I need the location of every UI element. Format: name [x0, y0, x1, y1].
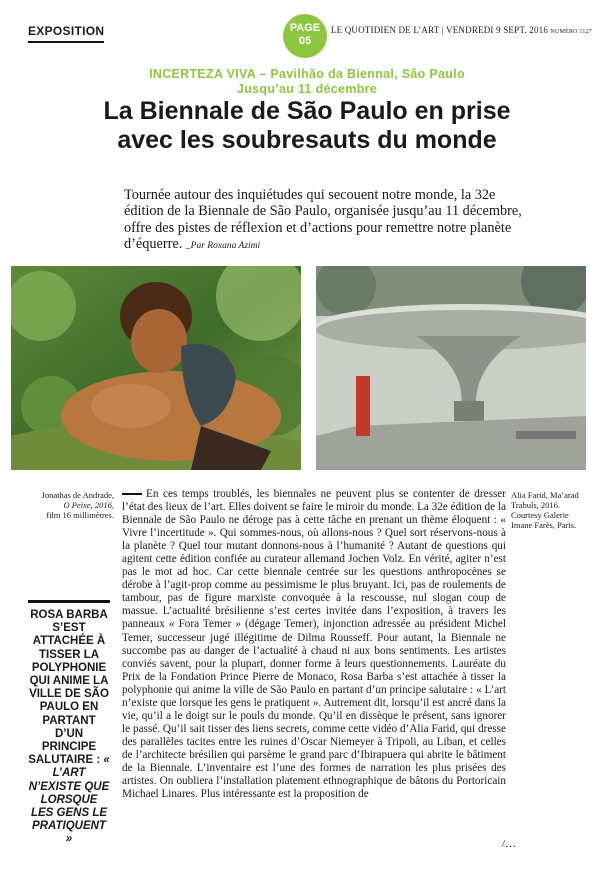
- page-word: PAGE: [289, 22, 321, 34]
- kicker-venue: INCERTEZA VIVA – Pavilhão da Biennal, São Paulo: [149, 67, 465, 81]
- kicker-dates: Jusqu’au 11 décembre: [236, 82, 378, 96]
- masthead-text: LE QUOTIDIEN DE L’ART | VENDREDI 9 SEPT. 2016: [330, 25, 549, 35]
- photo-fisherman: [11, 266, 301, 470]
- continued-marker: /…: [502, 838, 517, 850]
- caption-right-courtesy: Courtesy Galerie: [511, 510, 569, 520]
- page-number: 05: [298, 35, 312, 47]
- article-lead: [124, 187, 524, 254]
- caption-right-gallery: Imane Farès, Paris.: [511, 520, 577, 530]
- photo-fisherman-drawing: [11, 266, 301, 470]
- caption-right-work: Trabuls, 2016.: [511, 500, 561, 510]
- photo-niemeyer-ruin: [316, 266, 586, 470]
- caption-left-work: O Peixe, 2016,: [63, 500, 114, 510]
- issue-number: NUMÉRO 1127: [550, 29, 592, 35]
- article-body: [122, 488, 506, 801]
- body-text: En ces temps troublés, les biennales ne peuvent plus se contenter de dresser l’état des lieux de l’art. Elles doivent se faire le miroir du monde. La 32e édition de la Biennale de São Paulo ne déroge pas à cette tâche en prenant un thème éloquent : « Vivre l’incertitude ». Qui sommes-nous, où allons-nous ? Quel sort réservons-nous à la planète ? Quel tour mutant donnons-nous à l’humanité ? Autant de questions qui agitent cette édition confiée au curateur allemand Jochen Volz. En vérité, agiter n’est pas le mot ad hoc. Car cette biennale centrée sur les questions anthropocènes se dérobe à l’agit-prop comme au pessimisme le plus bruyant. Ici, pas de roulements de tambour, pas de figure marxiste convoquée à la rescousse, nul slogan coup de massue. L’actualité brésilienne s’est certes invitée dans l’exposition, à travers les panneaux « Fora Temer » (dégage Temer), injonction adressée au président Michel Temer, successeur jugé illégitime de Dilma Rousseff. Pour autant, la Biennale ne succombe pas au danger de l’actualité à chaud ni aux bons sentiments. Les artistes conviés savent, pour la plupart, donner forme à leurs questionnements. Lauréate du Prix de la Fondation Prince Pierre de Monaco, Rosa Barba s’est attachée à tisser la polyphonie qui anime la ville de São Paulo en partant d’un principe salutaire : « L’art n’existe que lorsque les gens le pratiquent ». Autrement dit, lorsqu’il est ancré dans la vie, qu’il a le doigt sur le pouls du monde. Qu’il en dissèque le présent, sans ignorer le passé. Qu’il sait tisser des liens secrets, comme cette vidéo d’Alia Farid, qui dresse des parallèles tacites entre les ruines d’Oscar Niemeyer à Tripoli, au Liban, et celles de l’architecte brésilien qui parsème le grand parc d’Ibirapuera qui abrite le bâtiment de la Biennale. L’inventaire est l’une des formes de narration les plus prisées des artistes. On oubliera l’installation platement ethnographique de bâtons du Portoricain Michael Linares. Plus intéressante est la proposition de: [122, 488, 506, 801]
- caption-left: [14, 490, 114, 520]
- opening-dash: [122, 493, 142, 495]
- caption-right: [511, 490, 601, 530]
- page-badge: [283, 14, 327, 58]
- caption-left-artist: Jonathas de Andrade,: [41, 490, 114, 500]
- section-label: EXPOSITION: [28, 24, 104, 43]
- lead-text: Tournée autour des inquiétudes qui secouent notre monde, la 32e édition de la Biennale de São Paulo, organisée jusqu’au 11 décembre, offre des pistes de réflexion et d’actions pour remettre notre planète d’équerre.: [124, 187, 522, 252]
- byline: _Par Roxana Azimi: [185, 240, 261, 251]
- caption-left-medium: film 16 millimètres.: [46, 510, 114, 520]
- pull-quote-citation: « L’ART N’EXISTE QUE LORSQUE LES GENS LE PRATIQUENT »: [28, 754, 110, 846]
- caption-right-artist: Alia Farid, Ma’arad: [511, 490, 579, 500]
- pull-quote: [28, 600, 110, 847]
- photo-niemeyer-drawing: [316, 266, 586, 470]
- masthead: [331, 25, 592, 35]
- kicker: [100, 67, 514, 97]
- article-title: La Biennale de São Paulo en prise avec les soubresauts du monde: [103, 97, 511, 154]
- pull-quote-text: ROSA BARBA S’EST ATTACHÉE À TISSER LA POLYPHONIE QUI ANIME LA VILLE DE SÃO PAULO EN PARTANT D’UN PRINCIPE SALUTAIRE :: [28, 609, 109, 767]
